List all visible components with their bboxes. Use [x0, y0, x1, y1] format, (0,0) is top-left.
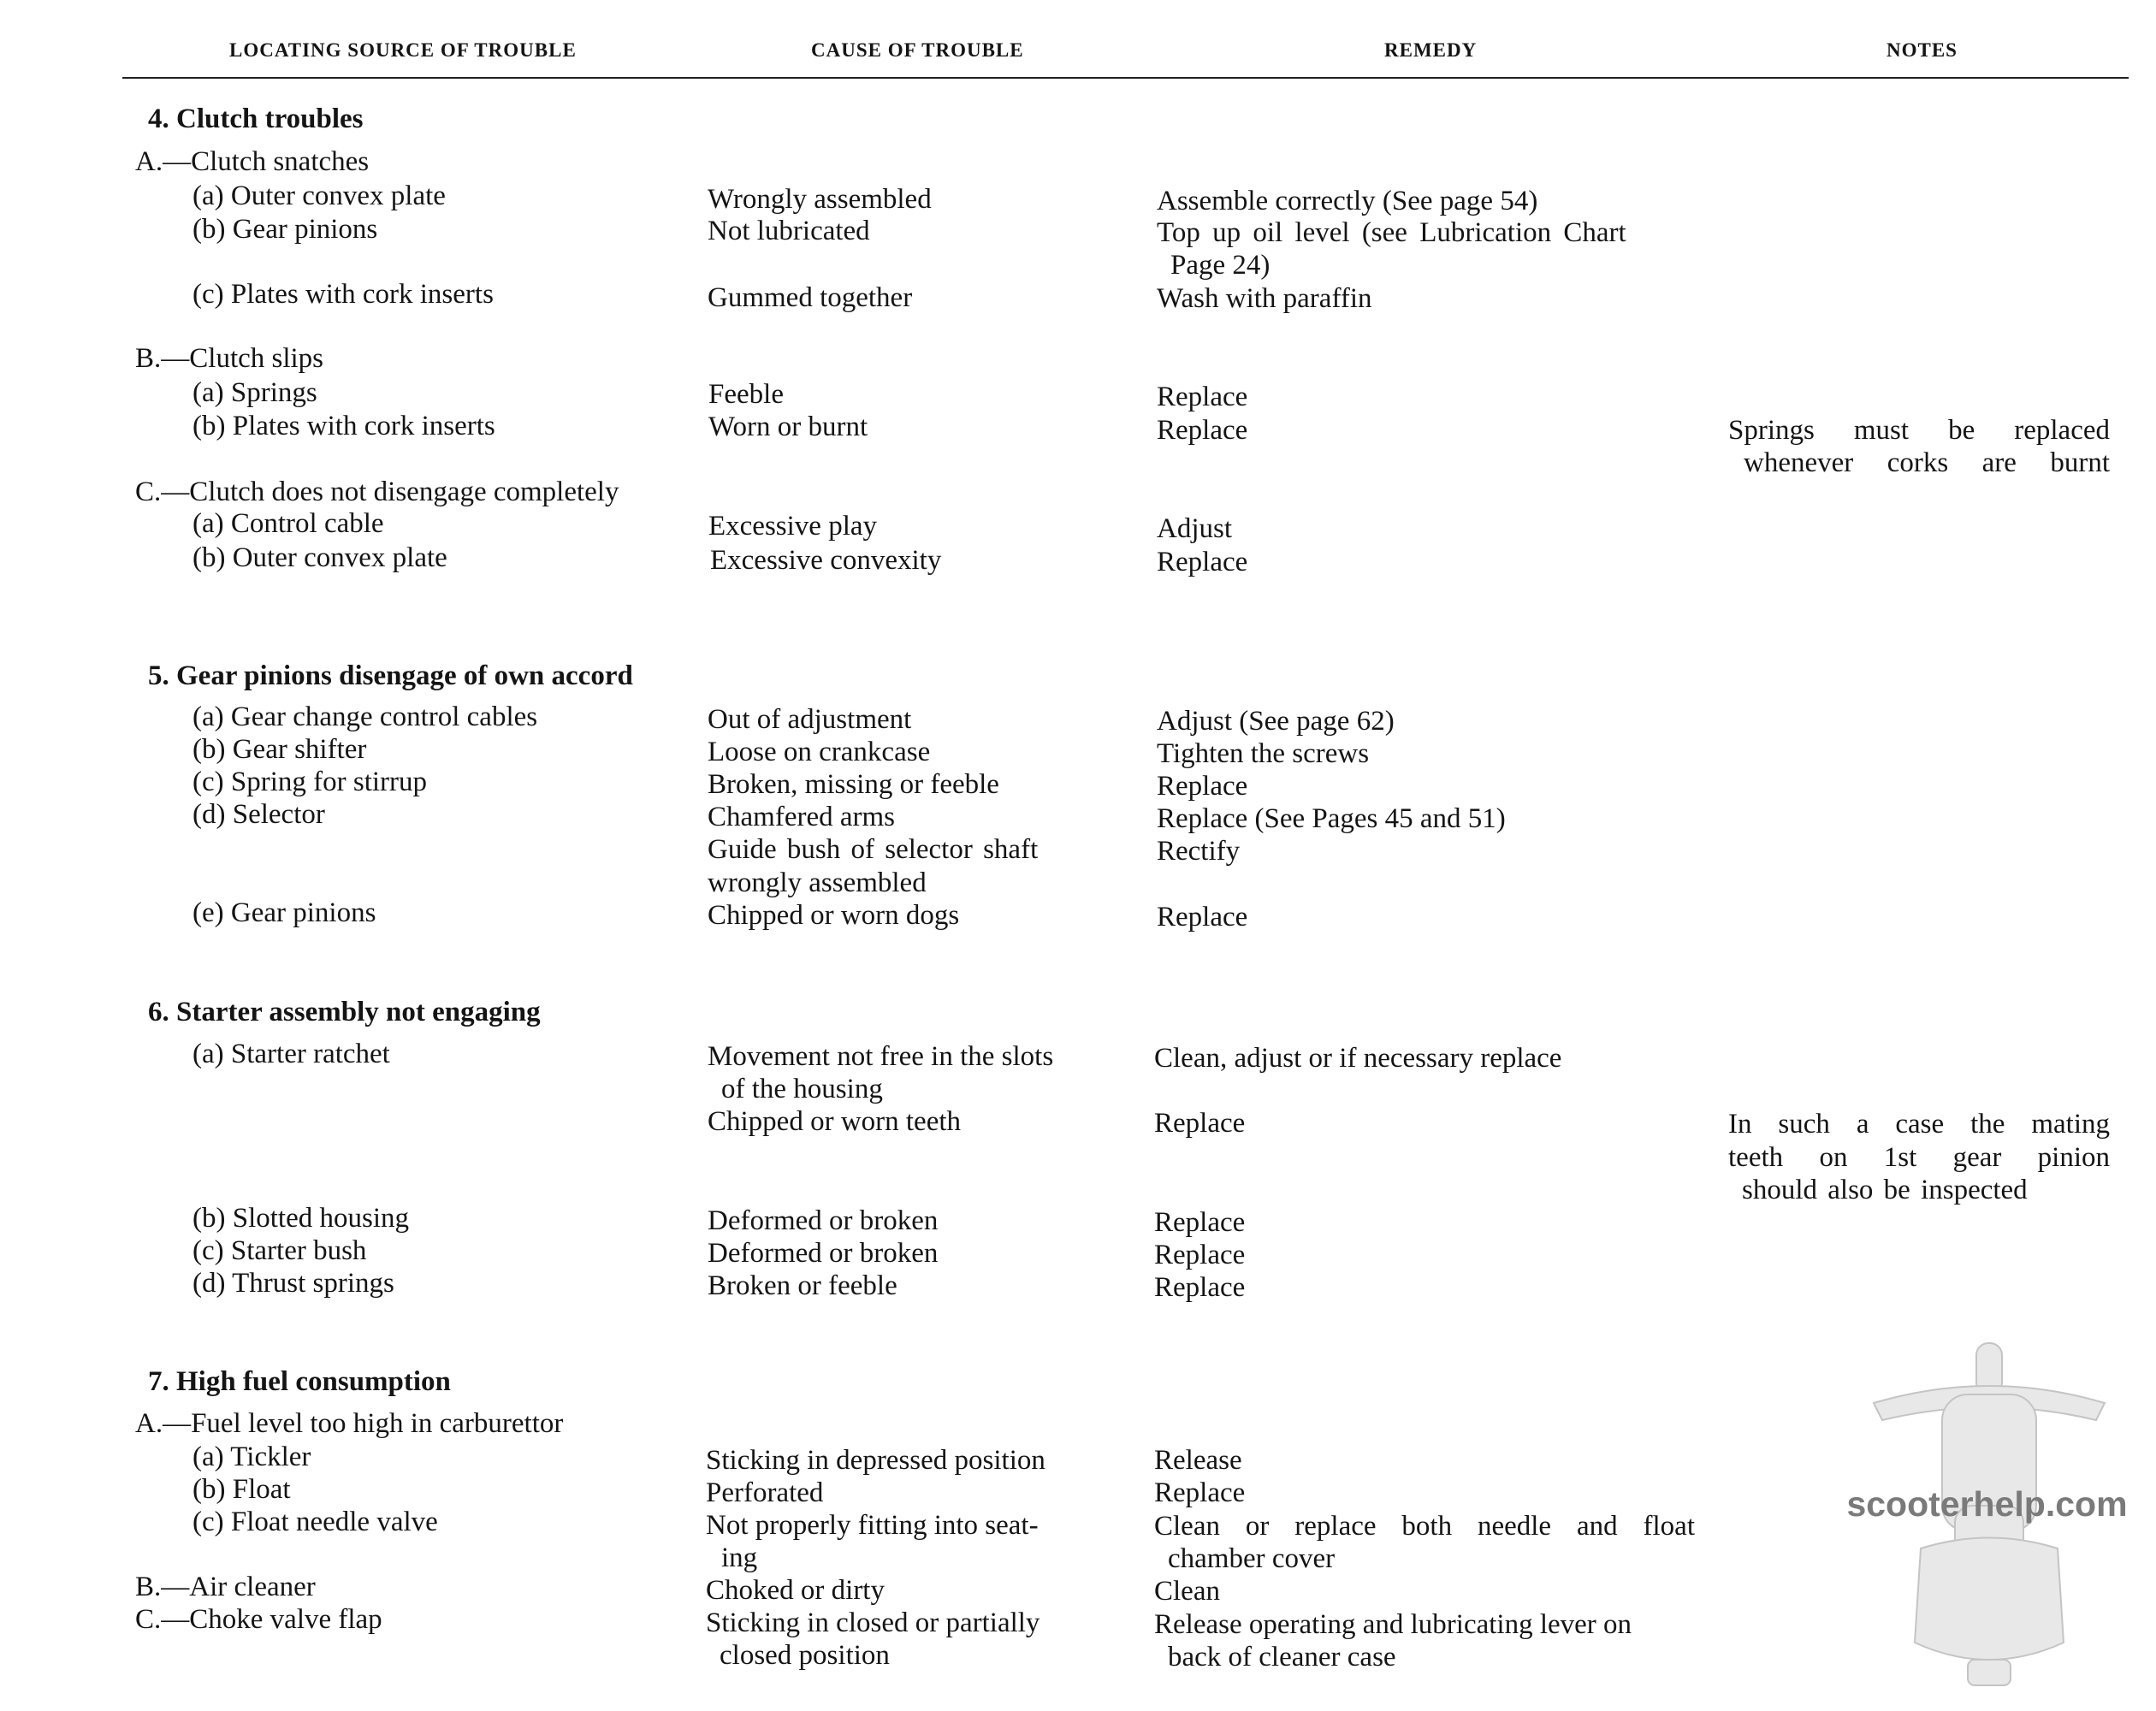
- locating-item: (b) Gear pinions: [192, 214, 378, 245]
- cause-item: Excessive play: [708, 511, 878, 542]
- note-text: Springs must be replaced: [1728, 415, 2110, 446]
- remedy-item-cont: Page 24): [1170, 250, 1270, 281]
- remedy-item: Replace: [1157, 771, 1248, 802]
- locating-item: (a) Outer convex plate: [192, 181, 446, 211]
- cause-item: Chipped or worn dogs: [708, 900, 960, 931]
- cause-item: Loose on crankcase: [708, 737, 931, 767]
- remedy-item: Rectify: [1157, 836, 1241, 867]
- note-text: In such a case the mating: [1728, 1109, 2110, 1140]
- header-notes: NOTES: [1886, 39, 1958, 61]
- cause-item: Gummed together: [708, 282, 913, 313]
- cause-item: Chamfered arms: [708, 802, 895, 832]
- cause-item-cont: of the housing: [721, 1074, 883, 1104]
- cause-item: Sticking in depressed position: [706, 1445, 1045, 1476]
- remedy-item: Clean, adjust or if necessary replace: [1154, 1043, 1562, 1074]
- section-title: 7. High fuel consumption: [148, 1366, 451, 1397]
- cause-item: Broken, missing or feeble: [708, 769, 999, 800]
- cause-item-cont: ing: [721, 1542, 758, 1573]
- locating-item: (c) Starter bush: [192, 1235, 367, 1266]
- subsection-title: B.—Air cleaner: [135, 1572, 316, 1602]
- remedy-item: Replace: [1154, 1272, 1246, 1303]
- cause-item: Sticking in closed or partially: [706, 1607, 1040, 1638]
- remedy-item: Replace: [1157, 382, 1248, 412]
- locating-item: (d) Thrust springs: [192, 1268, 394, 1299]
- remedy-item: Release: [1154, 1445, 1242, 1476]
- note-text: should also be inspected: [1742, 1175, 2028, 1205]
- subsection-title: B.—Clutch slips: [135, 343, 324, 374]
- locating-item: (b) Plates with cork inserts: [192, 411, 495, 441]
- remedy-item-cont: chamber cover: [1168, 1543, 1336, 1574]
- cause-item: Broken or feeble: [708, 1270, 897, 1301]
- cause-item: Worn or burnt: [708, 411, 868, 442]
- subsection-title: C.—Clutch does not disengage completely: [135, 477, 619, 507]
- locating-item: (e) Gear pinions: [192, 897, 376, 928]
- remedy-item: Clean or replace both needle and float: [1154, 1511, 1695, 1542]
- remedy-item: Tighten the screws: [1157, 738, 1370, 769]
- cause-item: Not lubricated: [708, 216, 870, 246]
- note-text: teeth on 1st gear pinion: [1728, 1142, 2110, 1173]
- remedy-item: Replace: [1154, 1477, 1246, 1508]
- remedy-item: Replace: [1157, 902, 1248, 932]
- subsection-title: A.—Clutch snatches: [135, 146, 370, 177]
- locating-item: (a) Control cable: [192, 508, 384, 539]
- remedy-item: Replace: [1154, 1108, 1246, 1139]
- locating-item: (c) Plates with cork inserts: [192, 279, 494, 310]
- remedy-item: Replace: [1154, 1240, 1246, 1270]
- remedy-item: Top up oil level (see Lubrication Chart: [1157, 217, 1626, 248]
- section-title: 5. Gear pinions disengage of own accord: [148, 660, 633, 691]
- cause-item: Deformed or broken: [708, 1205, 939, 1236]
- cause-item-cont: closed position: [720, 1640, 890, 1671]
- cause-item-cont: wrongly assembled: [708, 867, 927, 898]
- cause-item: Deformed or broken: [708, 1238, 939, 1269]
- locating-item: (a) Tickler: [192, 1442, 311, 1472]
- locating-item: (b) Outer convex plate: [192, 542, 447, 573]
- subsection-title: A.—Fuel level too high in carburettor: [135, 1408, 564, 1439]
- locating-item: (b) Float: [192, 1474, 291, 1505]
- remedy-item: Clean: [1154, 1576, 1220, 1607]
- locating-item: (c) Spring for stirrup: [192, 767, 428, 797]
- cause-item: Perforated: [706, 1477, 824, 1508]
- locating-item: (c) Float needle valve: [192, 1507, 438, 1537]
- note-text: whenever corks are burnt: [1744, 447, 2110, 478]
- locating-item: (b) Gear shifter: [192, 734, 367, 765]
- cause-item: Out of adjustment: [708, 704, 912, 735]
- cause-item: Excessive convexity: [710, 545, 942, 576]
- remedy-item-cont: back of cleaner case: [1168, 1642, 1396, 1673]
- header-cause: CAUSE OF TROUBLE: [811, 39, 1024, 61]
- cause-item: Feeble: [708, 379, 784, 410]
- remedy-item: Replace: [1157, 547, 1248, 577]
- remedy-item: Replace (See Pages 45 and 51): [1157, 803, 1506, 834]
- remedy-item: Adjust: [1157, 513, 1233, 544]
- header-rule: [122, 77, 2129, 79]
- remedy-item: Adjust (See page 62): [1157, 706, 1395, 737]
- remedy-item: Replace: [1157, 415, 1248, 446]
- cause-item: Movement not free in the slots: [708, 1041, 1054, 1072]
- remedy-item: Assemble correctly (See page 54): [1157, 186, 1538, 216]
- remedy-item: Replace: [1154, 1207, 1246, 1238]
- remedy-item: Release operating and lubricating lever on: [1154, 1609, 1632, 1640]
- watermark-text: scooterhelp.com: [1846, 1484, 2128, 1524]
- header-locating: LOCATING SOURCE OF TROUBLE: [229, 39, 577, 61]
- section-title: 4. Clutch troubles: [148, 104, 364, 134]
- subsection-title: C.—Choke valve flap: [135, 1604, 382, 1635]
- cause-item: Wrongly assembled: [708, 184, 932, 215]
- cause-item: Chipped or worn teeth: [708, 1106, 962, 1137]
- cause-item: Choked or dirty: [706, 1575, 885, 1606]
- locating-item: (a) Starter ratchet: [192, 1039, 390, 1069]
- section-title: 6. Starter assembly not engaging: [148, 997, 541, 1027]
- remedy-item: Wash with paraffin: [1157, 283, 1372, 314]
- locating-item: (a) Gear change control cables: [192, 702, 538, 732]
- header-remedy: REMEDY: [1384, 39, 1478, 61]
- locating-item: (b) Slotted housing: [192, 1203, 409, 1234]
- locating-item: (d) Selector: [192, 799, 325, 830]
- cause-item: Not properly fitting into seat-: [706, 1510, 1039, 1541]
- cause-item: Guide bush of selector shaft: [708, 834, 1039, 865]
- locating-item: (a) Springs: [192, 377, 317, 408]
